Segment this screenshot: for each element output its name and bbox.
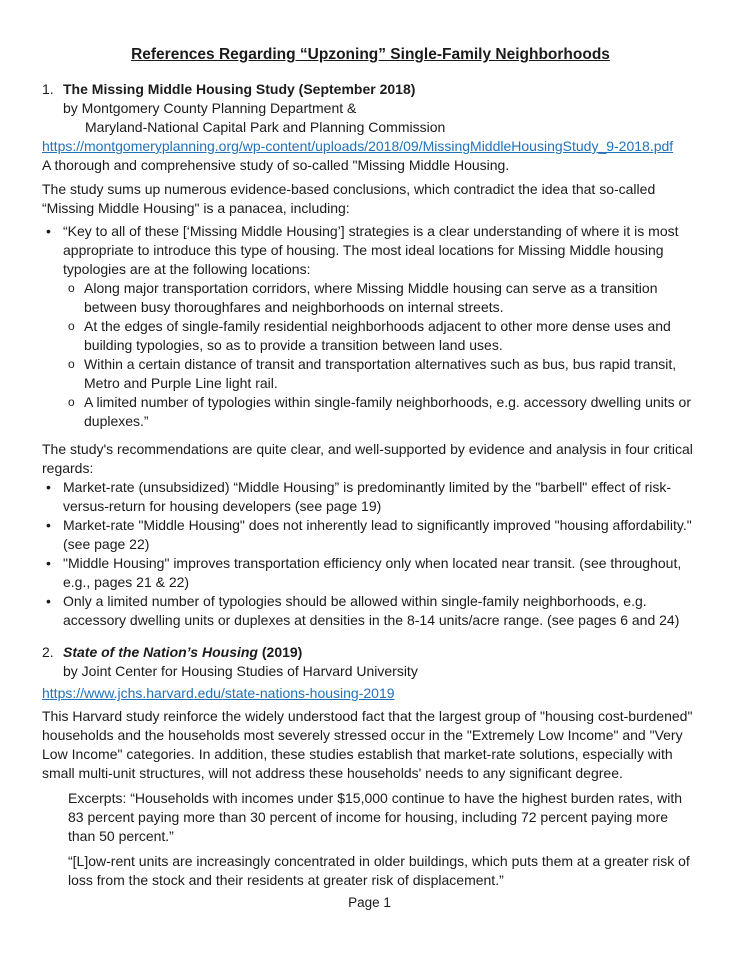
reference-1-recommendations-intro: The study's recommendations are quite clear, and well-supported by evidence and analysis in four critical regards: — [42, 441, 693, 476]
reference-1-link[interactable]: https://montgomeryplanning.org/wp-content/uploads/2018/09/MissingMiddleHousingStudy_9-2018.pdf — [42, 138, 674, 154]
reference-2-title — [63, 643, 302, 662]
reference-2-excerpt-2: “[L]ow-rent units are increasingly concentrated in older buildings, which puts them at a greater risk of loss from the stock and their residents at greater risk of displacement.” — [68, 853, 690, 888]
list-item: o A limited number of typologies within single-family neighborhoods, e.g. accessory dwelling units or duplexes.” — [42, 393, 699, 431]
page-number: Page 1 — [348, 895, 391, 910]
reference-2-byline: by Joint Center for Housing Studies of Harvard University — [63, 663, 418, 679]
reference-1-summary: A thorough and comprehensive study of so-called "Missing Middle Housing. — [42, 157, 510, 173]
reference-item-1 — [42, 80, 699, 630]
list-item: • "Middle Housing" improves transportation efficiency only when located near transit. (see throughout, e.g., pages 21 & 22) — [42, 554, 699, 592]
reference-1-recommendations-list — [42, 478, 699, 630]
reference-2-title-name: State of the Nation’s Housing — [63, 644, 258, 660]
list-item: o At the edges of single-family residential neighborhoods adjacent to other more dense uses and building typologies, so as to provide a transition between land uses. — [42, 317, 699, 355]
list-item: o Within a certain distance of transit and transportation alternatives such as bus, bus rapid transit, Metro and Purple Line light rail. — [42, 355, 699, 393]
reference-1-title: The Missing Middle Housing Study (September 2018) — [63, 81, 416, 97]
list-item: • Only a limited number of typologies should be allowed within single-family neighborhoods, e.g. accessory dwelling units or duplexes at densities in the 8-14 units/acre range. (see pages 6 and 24) — [42, 592, 699, 630]
reference-1-heading-row — [42, 80, 699, 99]
page-title: References Regarding “Upzoning” Single-Family Neighborhoods — [131, 46, 610, 63]
reference-1-key-list — [42, 222, 699, 431]
reference-2-link[interactable]: https://www.jchs.harvard.edu/state-nations-housing-2019 — [42, 685, 395, 701]
reference-item-2 — [42, 643, 699, 890]
reference-2-excerpt-1: Excerpts: “Households with incomes under $15,000 continue to have the highest burden rates, with 83 percent paying more than 30 percent of income for housing, including 72 percent paying more than 50 percent.” — [68, 790, 683, 844]
reference-2-number: 2. — [42, 644, 54, 660]
reference-2-paragraph: This Harvard study reinforce the widely understood fact that the largest group of "housing cost-burdened" households and the households most severely stressed occur in the "Extremely Low Income" and "Very Low Income" categories. In addition, these studies establish that market-rate solutions, especially with small multi-unit structures, will not address these households' needs to any significant degree. — [42, 708, 693, 781]
list-item: • Market-rate "Middle Housing" does not inherently lead to significantly improved "housing affordability." (see page 22) — [42, 516, 699, 554]
list-item: o Along major transportation corridors, where Missing Middle housing can serve as a transition between busy thoroughfares and neighborhoods on internal streets. — [42, 279, 699, 317]
list-item: • “Key to all of these [‘Missing Middle Housing’] strategies is a clear understanding of where it is most appropriate to introduce this type of housing. The most ideal locations for Missing Middle housing typologies are at the following locations: — [42, 222, 699, 279]
reference-2-heading-row — [42, 643, 699, 662]
reference-2-title-year: (2019) — [257, 644, 303, 660]
reference-1-byline-2: Maryland-National Capital Park and Planning Commission — [85, 119, 446, 135]
reference-1-number: 1. — [42, 81, 54, 97]
reference-1-intro: The study sums up numerous evidence-based conclusions, which contradict the idea that so-called “Missing Middle Housing" is a panacea, including: — [42, 181, 656, 216]
list-item: • Market-rate (unsubsidized) “Middle Housing” is predominantly limited by the "barbell" effect of risk-versus-return for housing developers (see page 19) — [42, 478, 699, 516]
reference-1-byline: by Montgomery County Planning Department & — [63, 100, 357, 116]
